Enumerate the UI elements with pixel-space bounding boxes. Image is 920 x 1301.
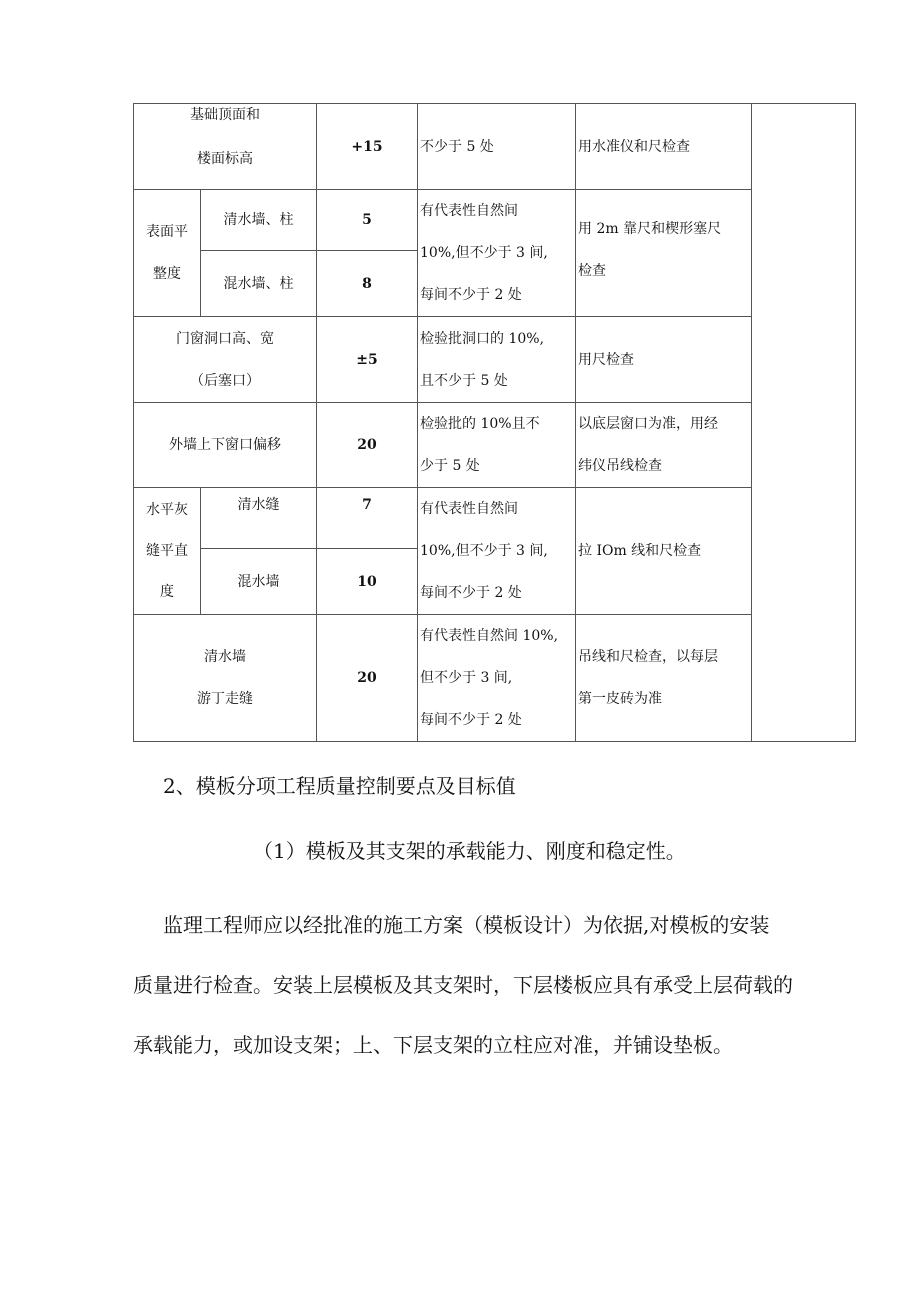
method-text: 纬仪吊线检查 xyxy=(578,458,662,474)
quantity-text: 且不少于 5 处 xyxy=(420,372,508,389)
quantity-cell xyxy=(418,488,576,615)
table-row xyxy=(134,615,856,742)
quantity-text: 每间不少于 2 处 xyxy=(420,712,522,728)
quantity-cell xyxy=(418,317,576,403)
section-heading: 2、模板分项工程质量控制要点及目标值 xyxy=(163,774,516,798)
method-text: 检查 xyxy=(578,263,606,279)
tolerance-cell: 7 xyxy=(317,488,418,549)
quantity-cell xyxy=(418,403,576,488)
item-text: 清水墙 xyxy=(204,649,246,665)
sub-heading: （1）模板及其支架的承载能力、刚度和稳定性。 xyxy=(253,839,686,863)
tolerance-cell: 8 xyxy=(317,251,418,317)
item-cell: 外墙上下窗口偏移 xyxy=(134,403,317,488)
method-cell xyxy=(576,190,752,317)
tolerance-cell: 10 xyxy=(317,549,418,615)
item-text: （后塞口） xyxy=(190,372,260,389)
sub-item-cell: 混水墙 xyxy=(201,549,317,615)
quantity-text: 有代表性自然间 xyxy=(420,501,518,517)
group-text: 水平灰 xyxy=(146,501,188,518)
quantity-text: 检验批洞口的 10%, xyxy=(420,330,545,347)
item-cell xyxy=(134,615,317,742)
quantity-text: 少于 5 处 xyxy=(420,458,480,474)
group-cell xyxy=(134,190,201,317)
group-text: 缝平直 xyxy=(146,542,188,559)
quantity-text: 10%,但不少于 3 间, xyxy=(420,245,548,261)
method-cell xyxy=(576,403,752,488)
group-text: 整度 xyxy=(153,266,181,282)
tolerance-table xyxy=(133,103,856,742)
remarks-cell xyxy=(752,104,856,742)
item-text: 门窗洞口高、宽 xyxy=(176,330,274,347)
item-text: 基础顶面和 xyxy=(190,106,260,123)
quantity-text: 检验批的 10%且不 xyxy=(420,416,540,432)
sub-item-cell: 清水墙、柱 xyxy=(201,190,317,251)
group-text: 表面平 xyxy=(146,224,188,240)
method-text: 以底层窗口为准，用经 xyxy=(578,416,718,432)
quantity-cell xyxy=(418,190,576,317)
quantity-text: 每间不少于 2 处 xyxy=(420,585,522,601)
method-cell: 用水准仪和尺检查 xyxy=(576,104,752,190)
paragraph-line: 承载能力，或加设支架；上、下层支架的立柱应对准，并铺设垫板。 xyxy=(133,1033,733,1057)
tolerance-cell: 20 xyxy=(317,403,418,488)
item-cell xyxy=(134,317,317,403)
sub-item-cell: 清水缝 xyxy=(201,488,317,549)
group-cell xyxy=(134,488,201,615)
quantity-text: 有代表性自然间 10%, xyxy=(420,628,559,644)
quantity-text: 每间不少于 2 处 xyxy=(420,287,522,303)
quantity-text: 10%,但不少于 3 间, xyxy=(420,543,548,559)
quantity-cell: 不少于 5 处 xyxy=(418,104,576,190)
tolerance-cell: 5 xyxy=(317,190,418,251)
table-row xyxy=(134,104,856,190)
quantity-text: 但不少于 3 间, xyxy=(420,670,513,686)
item-text: 游丁走缝 xyxy=(197,691,253,707)
body-paragraph xyxy=(133,895,873,1075)
paragraph-line: 质量进行检查。安装上层模板及其支架时，下层楼板应具有承受上层荷载的 xyxy=(133,973,793,997)
table-row xyxy=(134,190,856,251)
table-row xyxy=(134,488,856,549)
item-text: 楼面标高 xyxy=(197,150,253,167)
tolerance-cell: +15 xyxy=(317,104,418,190)
paragraph-line: 监理工程师应以经批准的施工方案（模板设计）为依据,对模板的安装 xyxy=(163,913,770,937)
item-cell xyxy=(134,104,317,190)
table-row xyxy=(134,317,856,403)
quantity-text: 有代表性自然间 xyxy=(420,203,518,219)
table-row xyxy=(134,403,856,488)
quantity-cell xyxy=(418,615,576,742)
tolerance-cell: 20 xyxy=(317,615,418,742)
method-cell xyxy=(576,615,752,742)
method-text: 第一皮砖为准 xyxy=(578,691,662,707)
tolerance-cell: ±5 xyxy=(317,317,418,403)
method-text: 吊线和尺检查，以每层 xyxy=(578,649,718,665)
method-cell: 用尺检查 xyxy=(576,317,752,403)
method-text: 用 2m 靠尺和楔形塞尺 xyxy=(578,221,722,237)
group-text: 度 xyxy=(160,583,174,600)
sub-item-cell: 混水墙、柱 xyxy=(201,251,317,317)
method-cell: 拉 IOm 线和尺检查 xyxy=(576,488,752,615)
